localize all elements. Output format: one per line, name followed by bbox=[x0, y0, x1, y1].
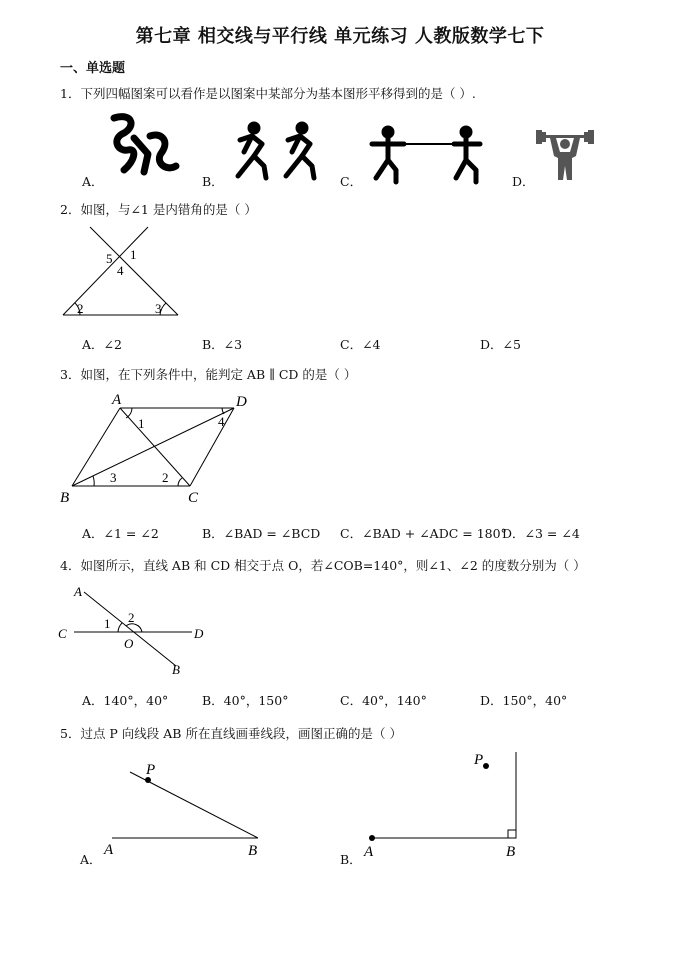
question-5-text: 5．过点 P 向线段 AB 所在直线画垂线段，画图正确的是（ ） bbox=[60, 726, 402, 741]
q5a-label-b: B bbox=[248, 843, 258, 859]
q3-option-c: C．∠BAD + ∠ADC = 180° bbox=[340, 526, 507, 541]
q1-pattern-a bbox=[104, 110, 182, 182]
q5-option-a: A． bbox=[80, 852, 102, 867]
q4-option-a: A．140°，40° bbox=[82, 693, 169, 708]
q4-option-d: D．150°，40° bbox=[480, 693, 568, 708]
q5a-label-a: A bbox=[104, 842, 114, 858]
q2-label-4: 4 bbox=[117, 263, 124, 278]
q1-option-a: A． bbox=[82, 174, 104, 189]
q2-triangle-figure bbox=[60, 225, 190, 325]
q3-label-2: 2 bbox=[162, 470, 169, 485]
section-heading: 一、单选题 bbox=[60, 61, 126, 76]
q3-label-1: 1 bbox=[138, 416, 145, 431]
q4-label-2: 2 bbox=[128, 610, 135, 625]
q1-pattern-b bbox=[232, 122, 330, 182]
q5b-label-b: B bbox=[506, 844, 516, 860]
page-title: 第七章 相交线与平行线 单元练习 人教版数学七下 bbox=[135, 26, 545, 47]
q1-pattern-d bbox=[536, 126, 594, 182]
q5a-label-p: P bbox=[146, 762, 156, 778]
q4-option-c: C．40°，140° bbox=[340, 693, 427, 708]
q2-option-d: D．∠5 bbox=[480, 337, 521, 352]
q5b-label-a: A bbox=[364, 844, 374, 860]
q3-label-3: 3 bbox=[110, 470, 117, 485]
q3-option-b: B．∠BAD = ∠BCD bbox=[202, 526, 321, 541]
question-1-text: 1．下列四幅图案可以看作是以图案中某部分为基本图形平移得到的是（ ）. bbox=[60, 86, 476, 101]
q4-label-a: A bbox=[74, 584, 82, 599]
q4-label-d: D bbox=[194, 626, 204, 641]
question-3-text: 3．如图，在下列条件中，能判定 AB ∥ CD 的是（ ） bbox=[60, 367, 357, 382]
q1-option-c: C． bbox=[340, 174, 363, 189]
q5-figure-a bbox=[100, 758, 270, 858]
q2-label-3: 3 bbox=[155, 301, 162, 316]
question-2-text: 2．如图，与∠1 是内错角的是（ ） bbox=[60, 202, 257, 217]
q4-label-o: O bbox=[124, 636, 134, 651]
q4-label-1: 1 bbox=[104, 616, 111, 631]
q3-parallelogram-figure bbox=[58, 390, 268, 510]
q5-figure-b bbox=[360, 748, 530, 860]
q4-option-b: B．40°，150° bbox=[202, 693, 289, 708]
q1-pattern-c bbox=[368, 126, 486, 186]
q3-label-4: 4 bbox=[218, 414, 225, 429]
q5b-label-p: P bbox=[474, 752, 484, 768]
q3-label-c: C bbox=[188, 490, 199, 506]
q2-option-b: B．∠3 bbox=[202, 337, 243, 352]
question-4-text: 4．如图所示，直线 AB 和 CD 相交于点 O，若∠COB=140°，则∠1、∠2 的度数分别为（ ） bbox=[60, 558, 586, 573]
q1-option-b: B． bbox=[202, 174, 224, 189]
q2-label-2: 2 bbox=[77, 301, 84, 316]
q3-label-d: D bbox=[236, 394, 247, 410]
q4-intersecting-lines-figure bbox=[58, 580, 218, 675]
q3-label-b: B bbox=[60, 490, 70, 506]
q2-label-1: 1 bbox=[130, 247, 137, 262]
q3-option-d: D．∠3 = ∠4 bbox=[502, 526, 580, 541]
q5-option-b: B． bbox=[340, 852, 362, 867]
q4-label-c: C bbox=[58, 626, 67, 641]
q1-option-d: D． bbox=[512, 174, 535, 189]
q2-option-c: C．∠4 bbox=[340, 337, 381, 352]
q4-label-b: B bbox=[172, 662, 180, 677]
q3-option-a: A．∠1 = ∠2 bbox=[82, 526, 159, 541]
q2-label-5: 5 bbox=[106, 251, 113, 266]
q2-option-a: A．∠2 bbox=[82, 337, 122, 352]
q3-label-a: A bbox=[112, 392, 122, 408]
